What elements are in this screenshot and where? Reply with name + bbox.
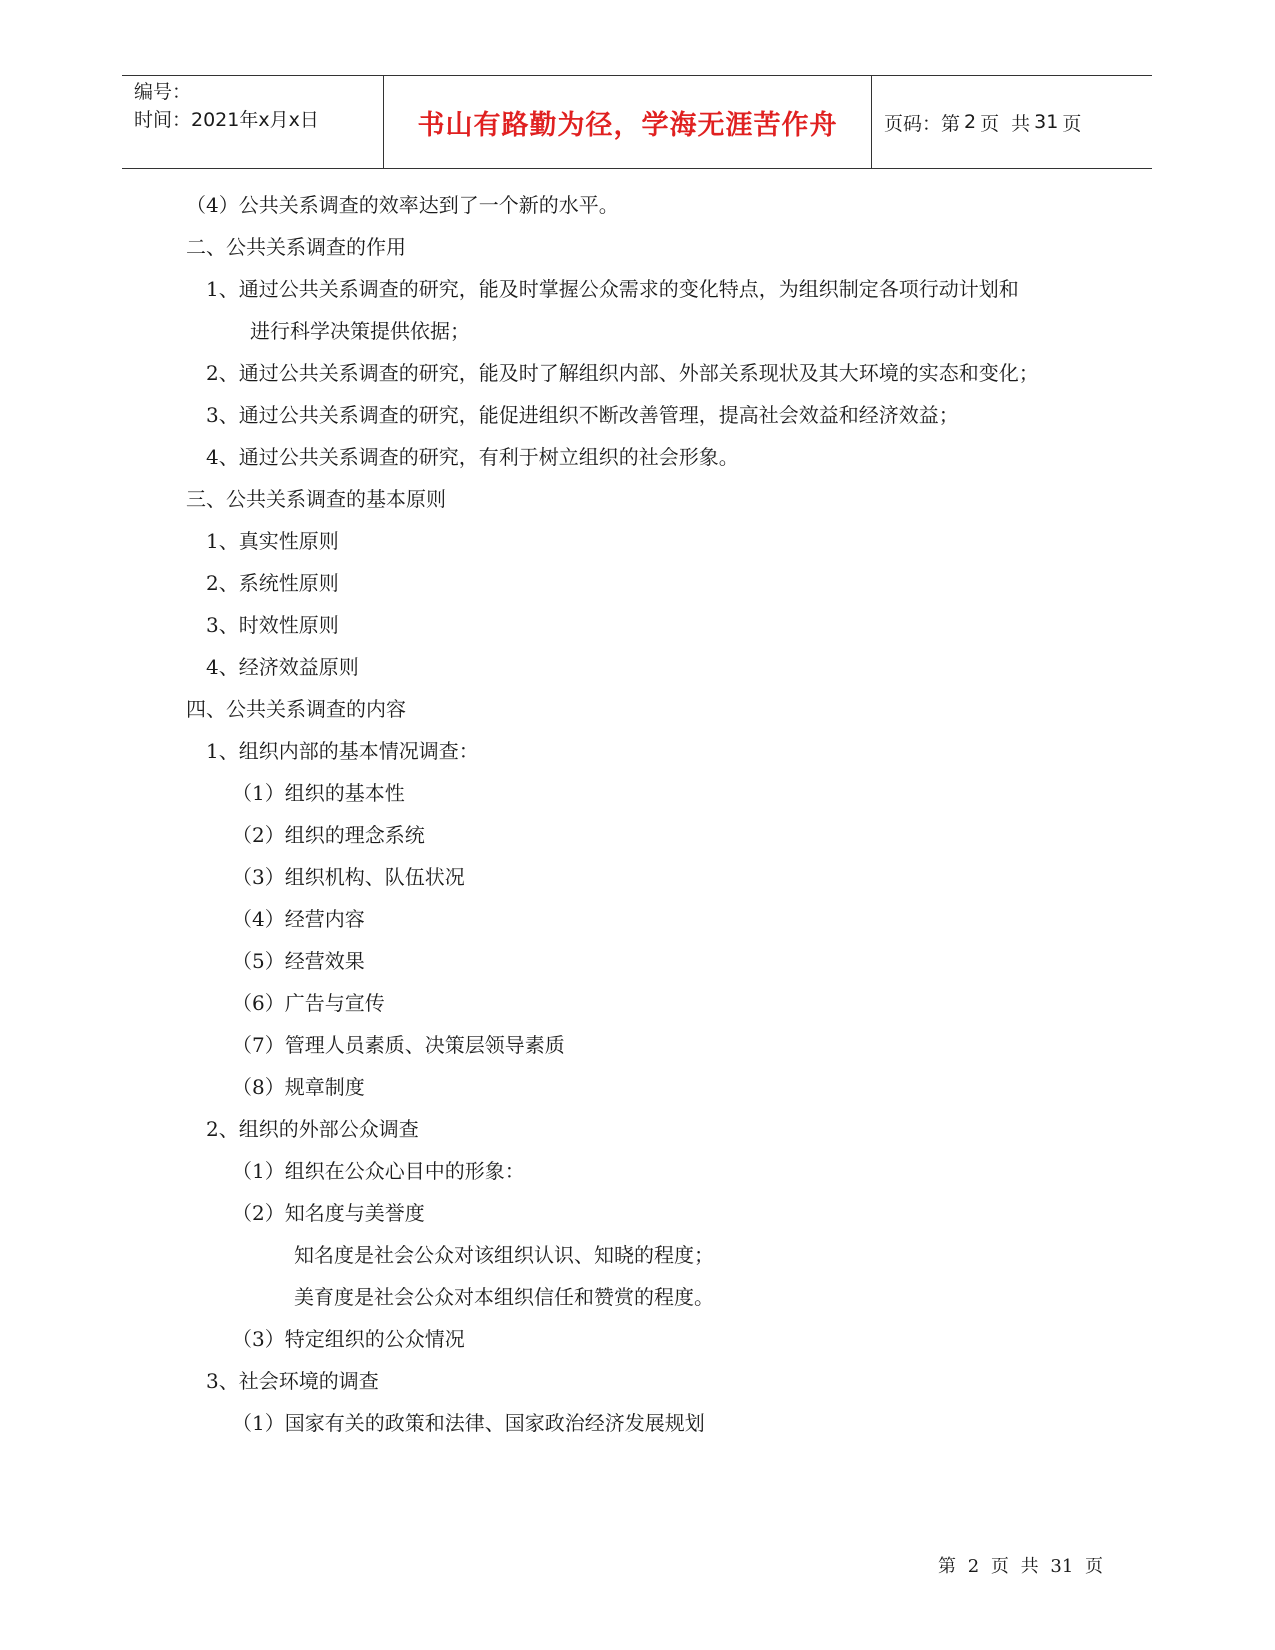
body-line: （6）广告与宣传 bbox=[232, 991, 385, 1015]
body-line: 3、时效性原则 bbox=[206, 613, 339, 637]
header-page-label: 页码：第 bbox=[884, 112, 961, 135]
body-line: （2）知名度与美誉度 bbox=[232, 1201, 425, 1225]
body-line: 1、通过公共关系调查的研究，能及时掌握公众需求的变化特点，为组织制定各项行动计划和 bbox=[206, 277, 1019, 301]
section-heading: 四、公共关系调查的内容 bbox=[186, 697, 406, 721]
body-line: 美育度是社会公众对本组织信任和赞赏的程度。 bbox=[294, 1285, 714, 1309]
section-heading: 二、公共关系调查的作用 bbox=[186, 235, 406, 259]
footer-total-num: 31 bbox=[1050, 1556, 1074, 1577]
body-line: 2、系统性原则 bbox=[206, 571, 339, 595]
body-line: （3）特定组织的公众情况 bbox=[232, 1327, 465, 1351]
body-line: 3、通过公共关系调查的研究，能促进组织不断改善管理，提高社会效益和经济效益； bbox=[206, 403, 959, 427]
footer-page-unit: 页 bbox=[990, 1556, 1009, 1577]
date-label: 时间：2021年x月x日 bbox=[134, 109, 319, 131]
header-page-num: 2 bbox=[964, 111, 977, 133]
document-header bbox=[122, 75, 1152, 169]
body-line: （4）经营内容 bbox=[232, 907, 365, 931]
body-line: 1、真实性原则 bbox=[206, 529, 339, 553]
header-page-info bbox=[872, 76, 1152, 168]
body-line: 4、经济效益原则 bbox=[206, 655, 359, 679]
body-line: （4）公共关系调查的效率达到了一个新的水平。 bbox=[186, 193, 619, 217]
body-line: （7）管理人员素质、决策层领导素质 bbox=[232, 1033, 565, 1057]
page-footer bbox=[938, 1552, 1109, 1578]
body-line: 1、组织内部的基本情况调查： bbox=[206, 739, 479, 763]
body-line: （2）组织的理念系统 bbox=[232, 823, 425, 847]
header-motto: 书山有路勤为径，学海无涯苦作舟 bbox=[384, 76, 872, 168]
header-total-label: 共 bbox=[1011, 112, 1031, 135]
body-line: （1）组织在公众心目中的形象： bbox=[232, 1159, 525, 1183]
header-page-unit: 页 bbox=[980, 112, 1000, 135]
header-total-num: 31 bbox=[1034, 111, 1059, 133]
body-line: 2、组织的外部公众调查 bbox=[206, 1117, 419, 1141]
body-line: （1）组织的基本性 bbox=[232, 781, 405, 805]
body-line: 4、通过公共关系调查的研究，有利于树立组织的社会形象。 bbox=[206, 445, 739, 469]
body-line: （8）规章制度 bbox=[232, 1075, 365, 1099]
body-line: 知名度是社会公众对该组织认识、知晓的程度； bbox=[294, 1243, 714, 1267]
section-heading: 三、公共关系调查的基本原则 bbox=[186, 487, 446, 511]
body-line: 3、社会环境的调查 bbox=[206, 1369, 379, 1393]
body-line: （1）国家有关的政策和法律、国家政治经济发展规划 bbox=[232, 1411, 705, 1435]
body-line: 2、通过公共关系调查的研究，能及时了解组织内部、外部关系现状及其大环境的实态和变化； bbox=[206, 361, 1039, 385]
footer-page-label: 第 bbox=[938, 1556, 956, 1577]
body-line: 进行科学决策提供依据； bbox=[250, 319, 470, 343]
body-line: （3）组织机构、队伍状况 bbox=[232, 865, 465, 889]
footer-total-unit: 页 bbox=[1085, 1556, 1104, 1577]
serial-label: 编号： bbox=[134, 81, 192, 103]
body-line: （5）经营效果 bbox=[232, 949, 365, 973]
header-total-unit: 页 bbox=[1062, 112, 1082, 135]
footer-total-label: 共 bbox=[1020, 1556, 1039, 1577]
footer-page-num: 2 bbox=[967, 1556, 980, 1577]
header-meta-cell bbox=[122, 76, 384, 168]
